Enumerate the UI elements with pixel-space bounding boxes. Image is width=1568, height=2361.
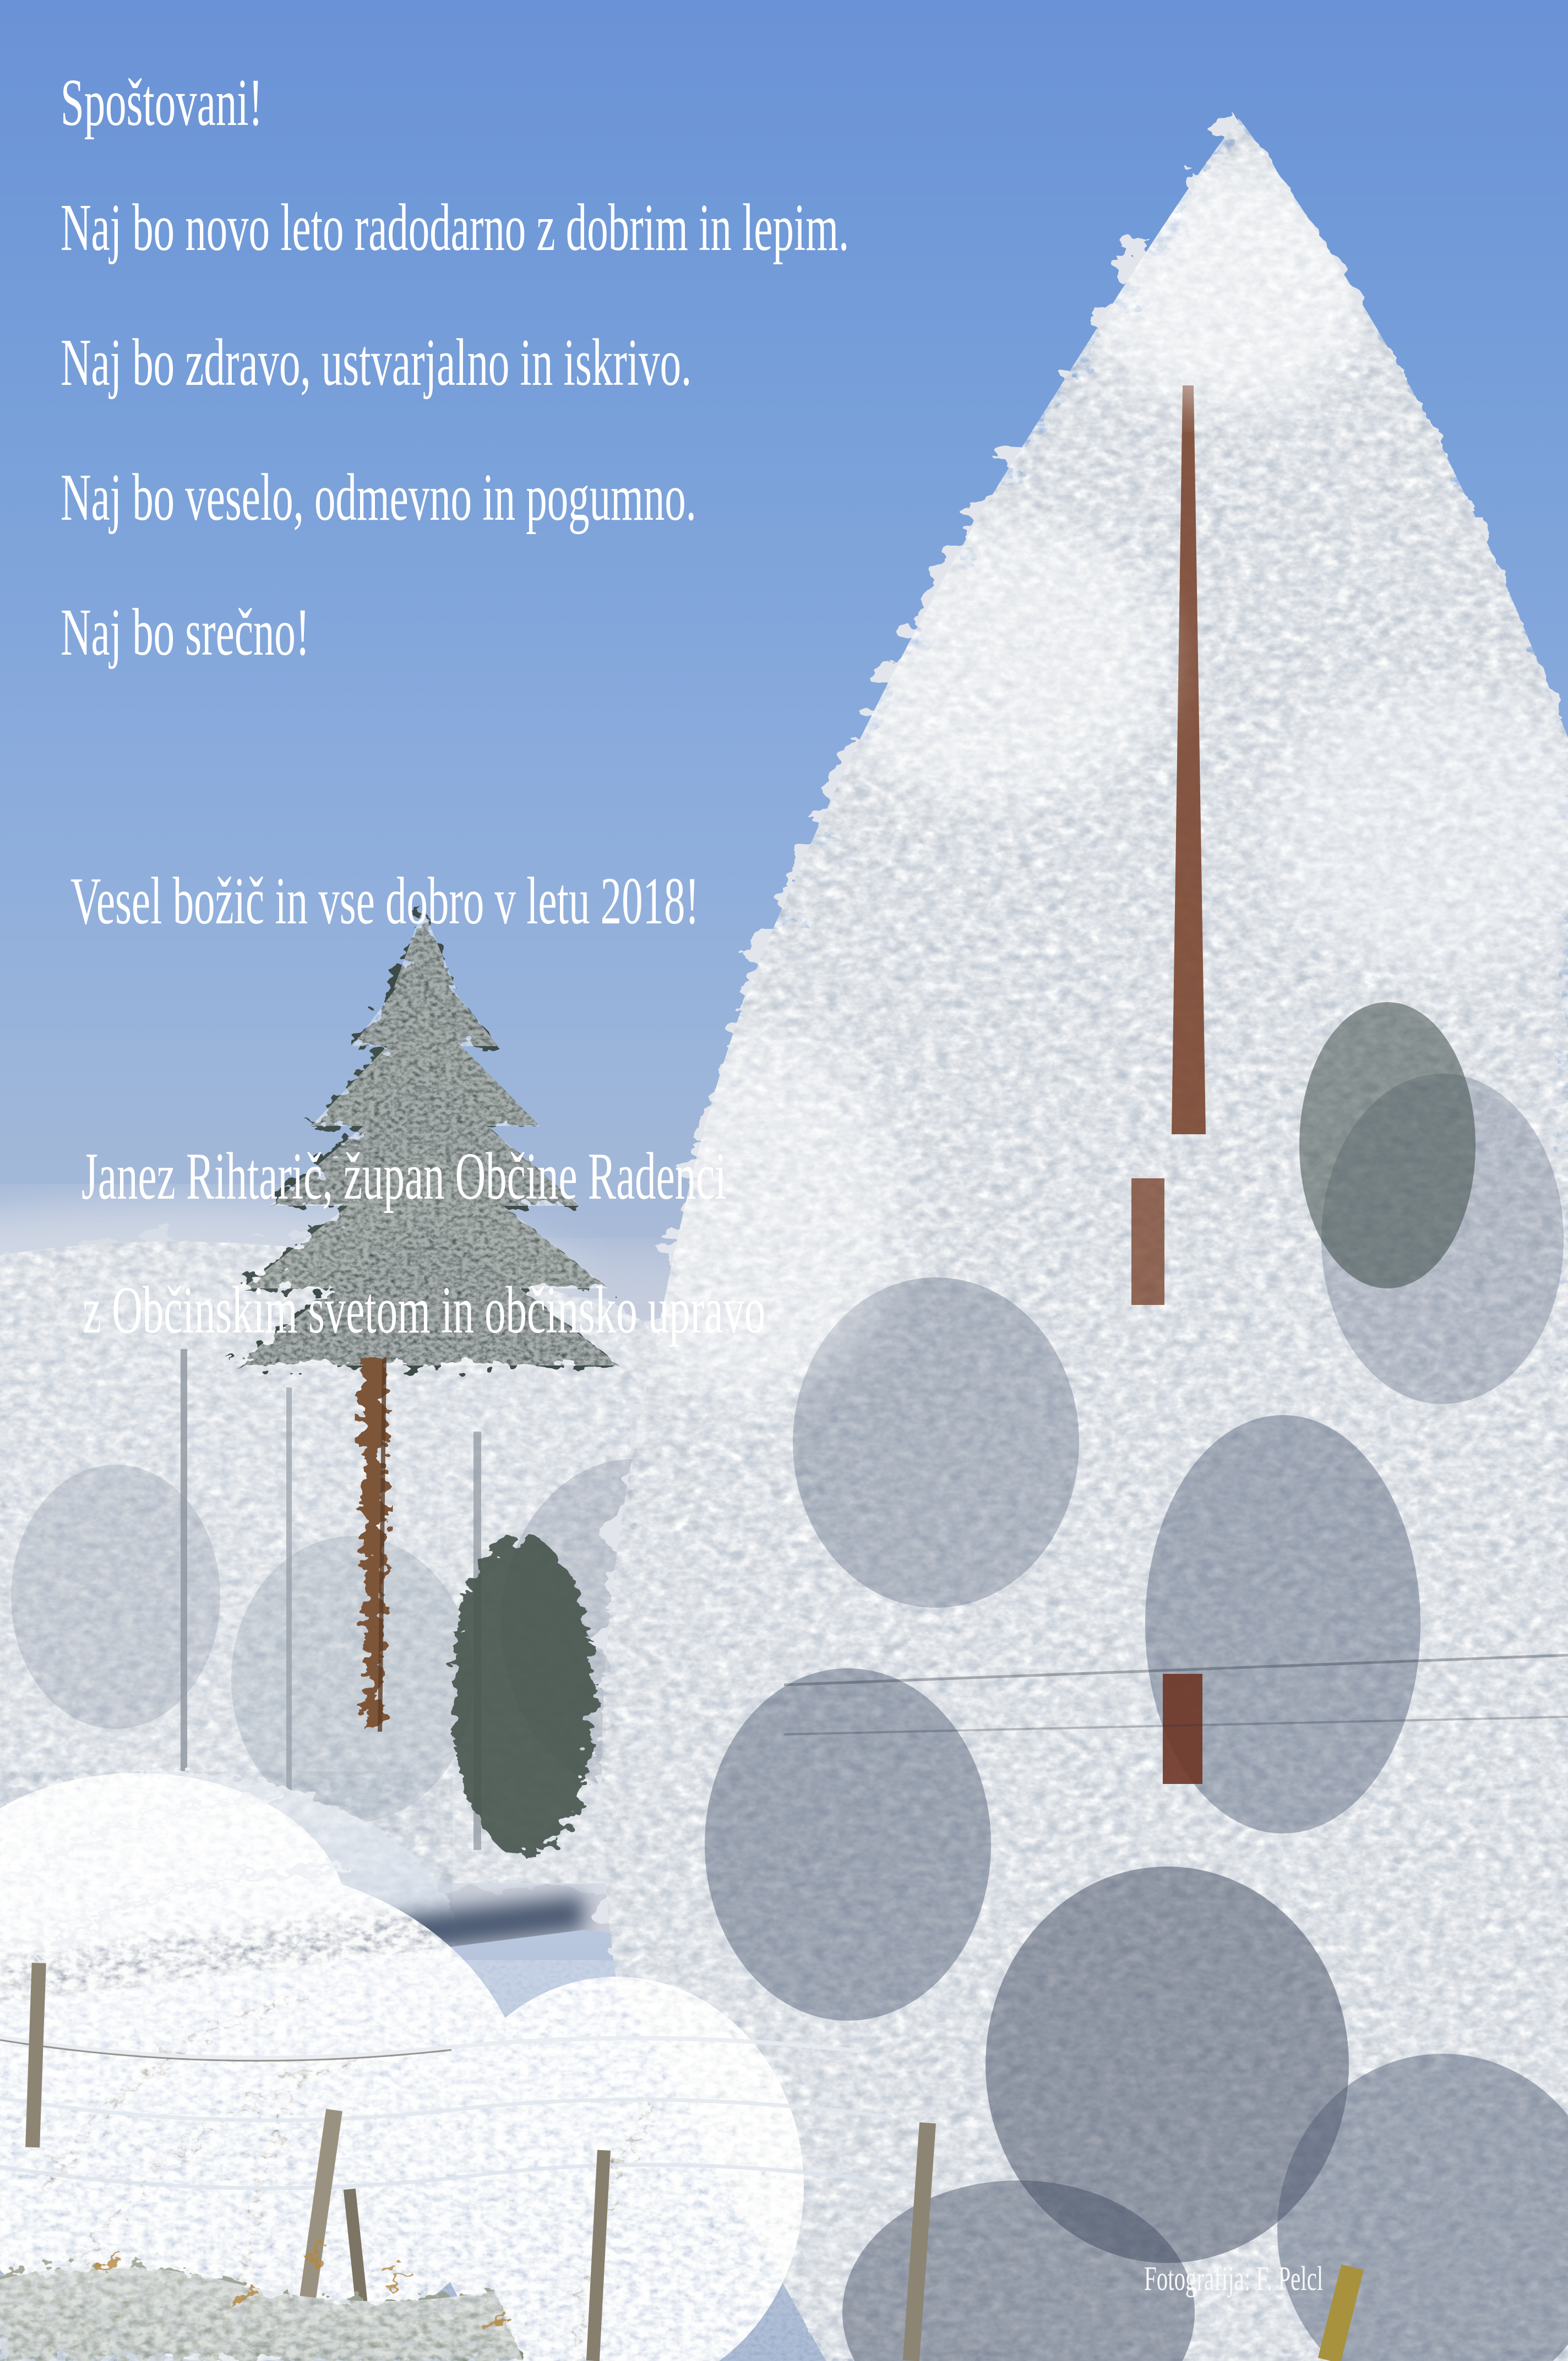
signature-line-council: z Občinskim svetom in občinsko upravo (83, 1273, 766, 1347)
greeting-line-joy: Naj bo veselo, odmevno in pogumno. (61, 460, 696, 535)
small-conifer (451, 1536, 595, 1856)
photo-credit: Fotografija: F. Pelcl (1144, 2260, 1324, 2298)
greeting-line-health: Naj bo zdravo, ustvarjalno in iskrivo. (61, 325, 692, 400)
signature-line-mayor: Janez Rihtarič, župan Občine Radenci (81, 1139, 727, 1214)
greeting-line-salutation: Spoštovani! (61, 66, 263, 140)
greeting-line-luck: Naj bo srečno! (61, 595, 310, 670)
christmas-wish-line: Vesel božič in vse dobro v letu 2018! (70, 864, 699, 938)
greeting-line-new-year: Naj bo novo leto radodarno z dobrim in lepim. (61, 191, 850, 265)
